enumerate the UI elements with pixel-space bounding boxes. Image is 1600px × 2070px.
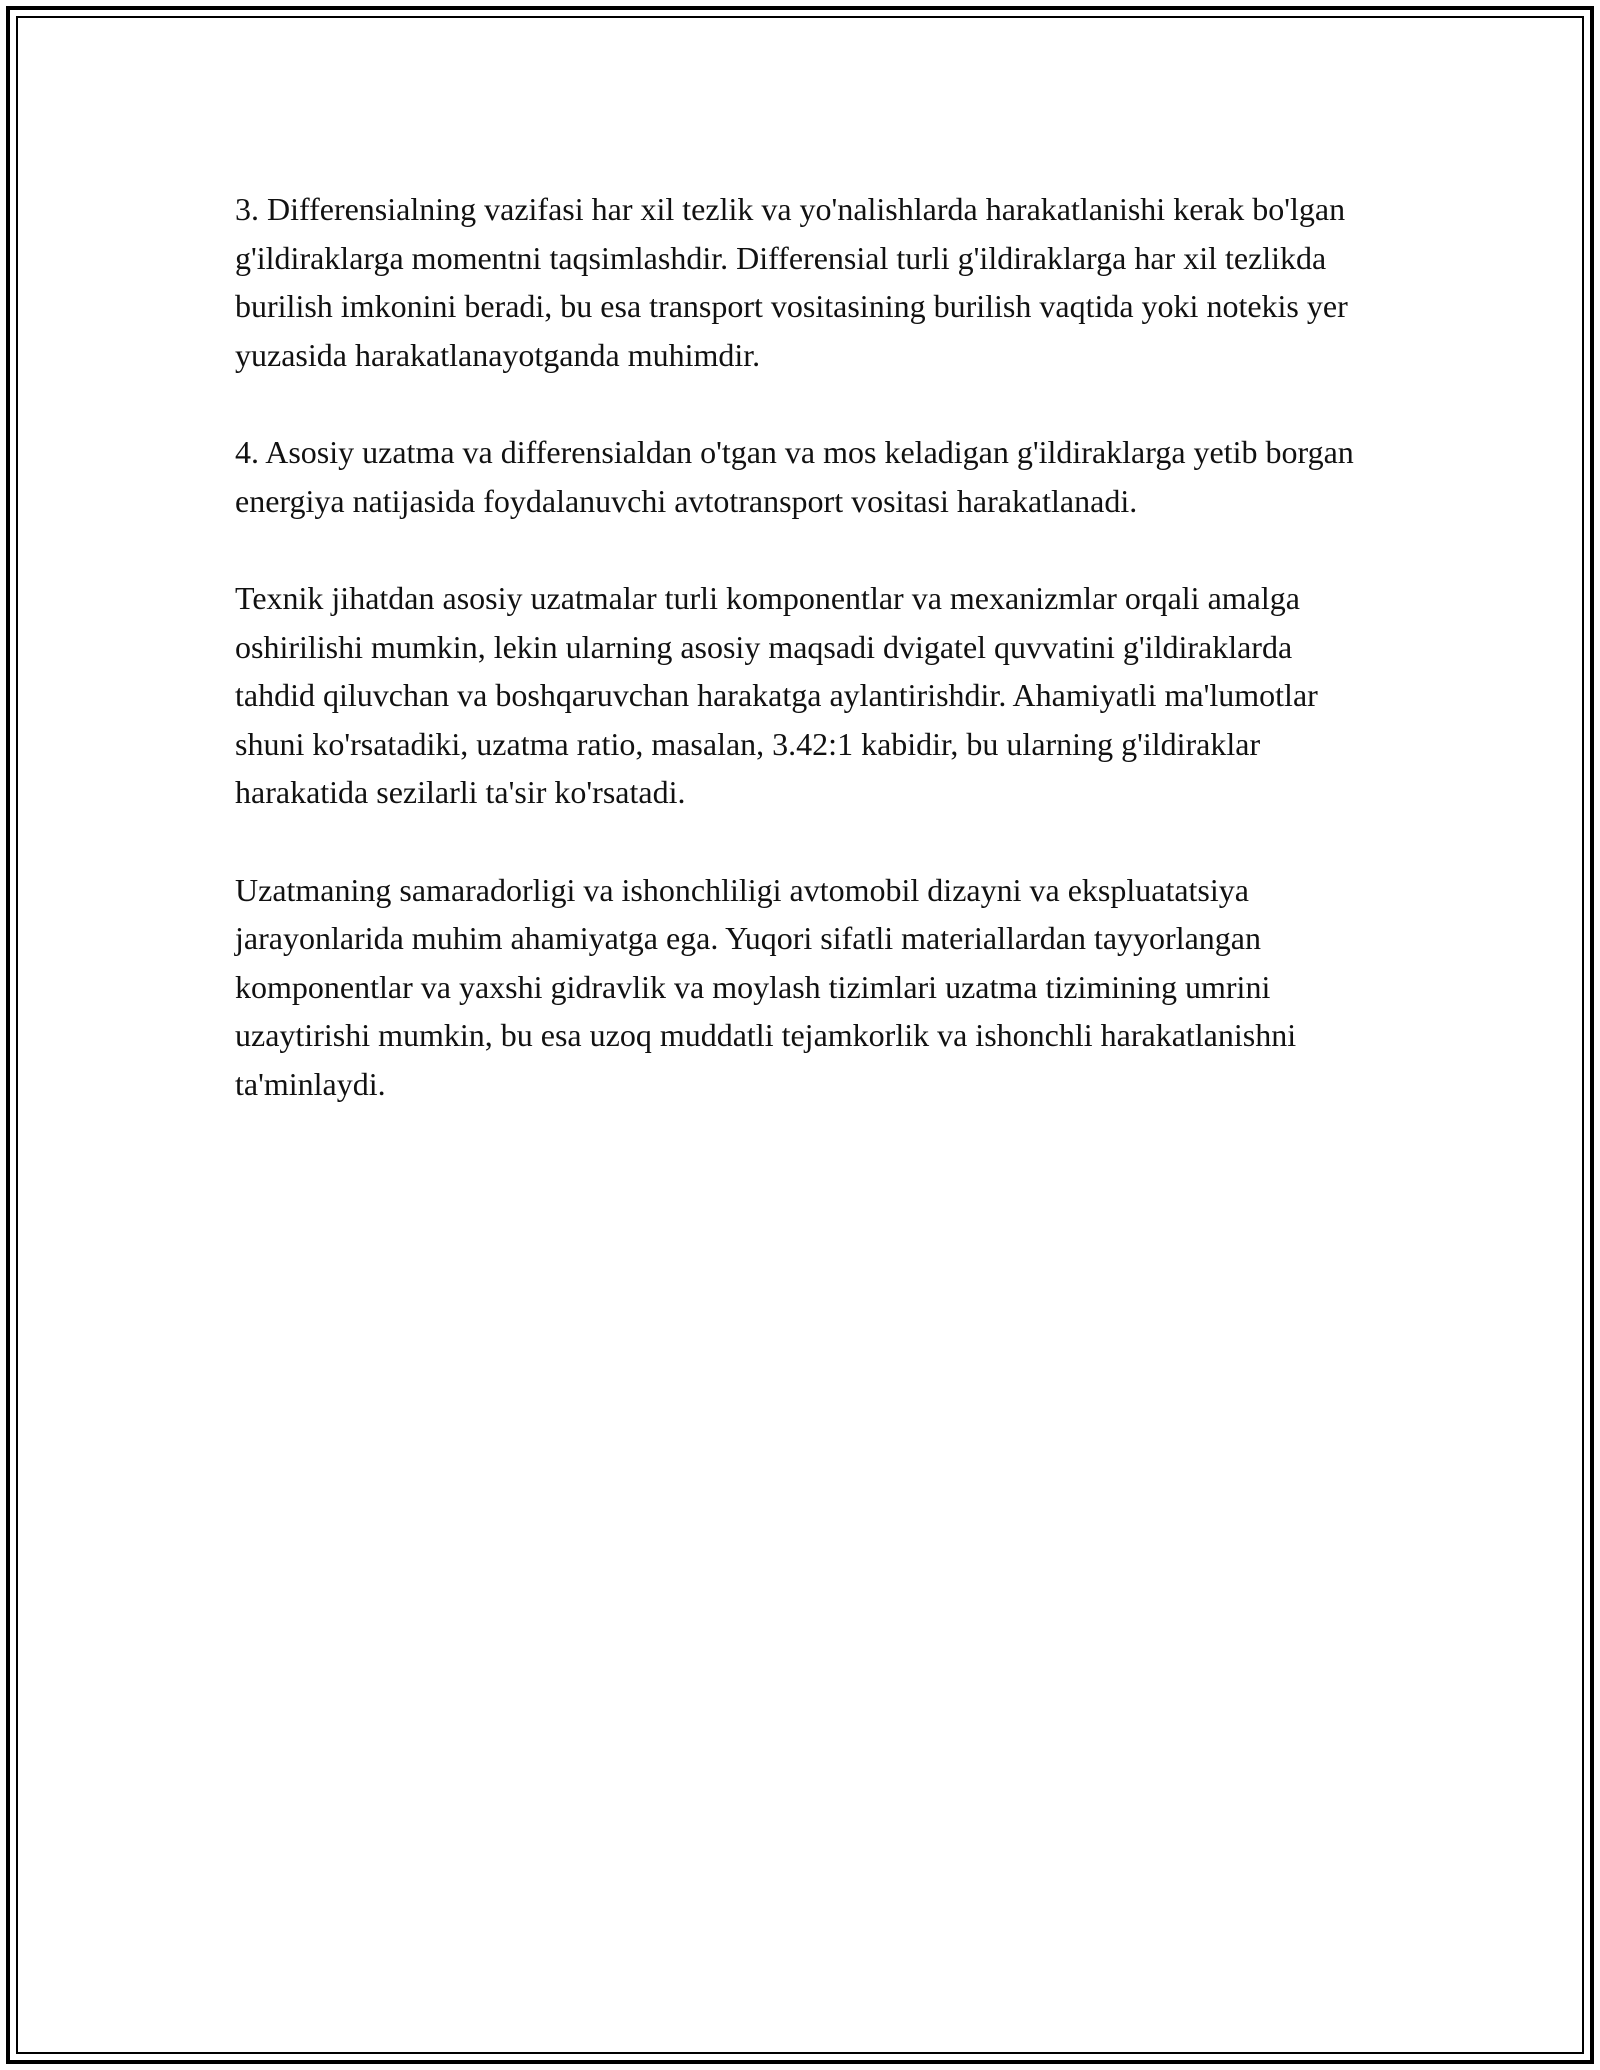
document-body	[235, 185, 1375, 1157]
paragraph-differential-function: 3. Differensialning vazifasi har xil tezlik va yo'nalishlarda harakatlanishi kerak bo'lgan g'ildiraklarga momentni taqsimlashdir. Differensial turli g'ildiraklarga har xil tezlikda burilish imkonini beradi, bu esa transport vositasining burilish vaqtida yoki notekis yer yuzasida harakatlanayotganda muhimdir.	[235, 191, 1348, 373]
paragraph-transmission-efficiency: Uzatmaning samaradorligi va ishonchliligi avtomobil dizayni va ekspluatatsiya jarayonlarida muhim ahamiyatga ega. Yuqori sifatli materiallardan tayyorlangan komponentlar va yaxshi gidravlik va moylash tizimlari uzatma tizimining umrini uzaytirishi mumkin, bu esa uzoq muddatli tejamkorlik va ishonchli harakatlanishni ta'minlaydi.	[235, 871, 1297, 1102]
paragraph-technical-transmission: Texnik jihatdan asosiy uzatmalar turli komponentlar va mexanizmlar orqali amalga oshirilishi mumkin, lekin ularning asosiy maqsadi dvigatel quvvatini g'ildiraklarda tahdid qiluvchan va boshqaruvchan harakatga aylantirishdir. Ahamiyatli ma'lumotlar shuni ko'rsatadiki, uzatma ratio, masalan, 3.42:1 kabidir, bu ularning g'ildiraklar harakatida sezilarli ta'sir ko'rsatadi.	[235, 580, 1318, 810]
paragraph-vehicle-movement: 4. Asosiy uzatma va differensialdan o'tgan va mos keladigan g'ildiraklarga yetib borgan energiya natijasida foydalanuvchi avtotransport vositasi harakatlanadi.	[235, 434, 1354, 519]
